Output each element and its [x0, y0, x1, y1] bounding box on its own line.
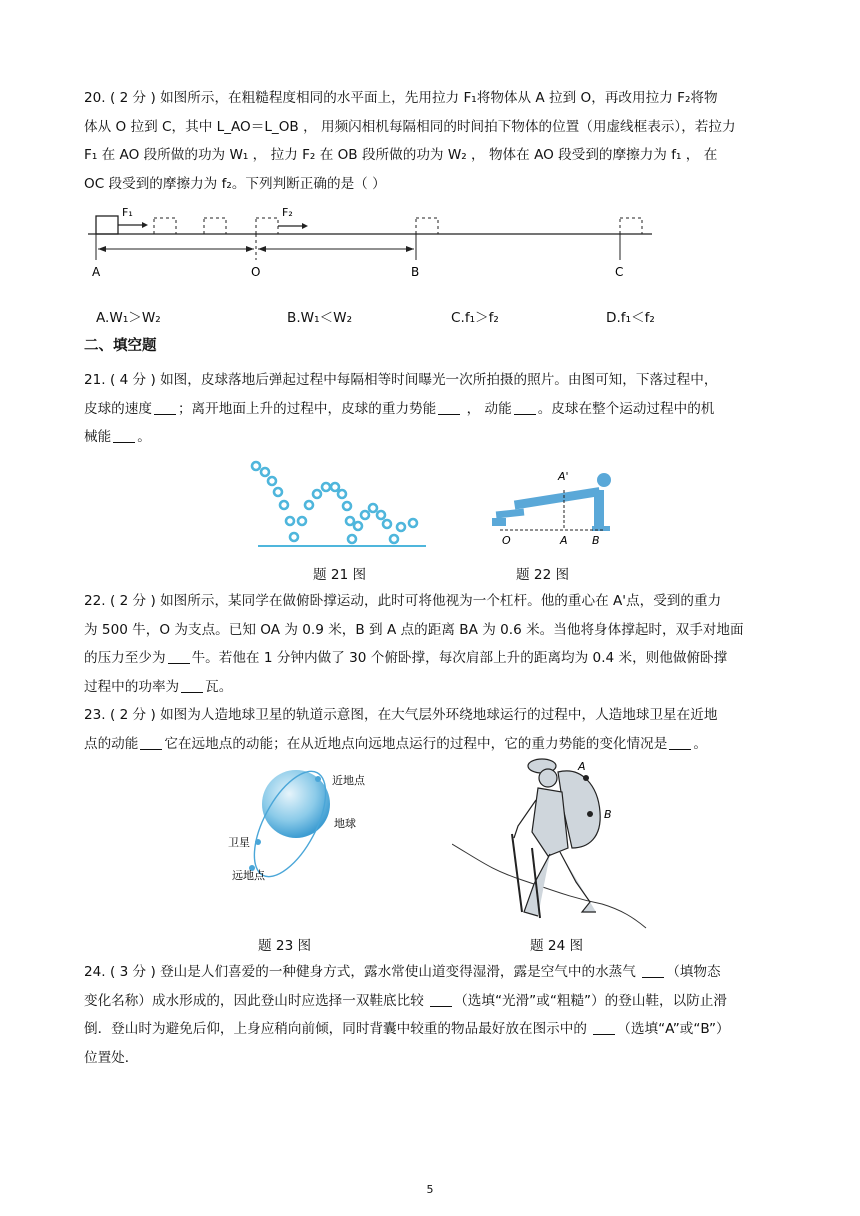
- q24-line3: 倒．登山时为避免后仰，上身应稍向前倾，同时背囊中较重的物品最好放在图示中的 （选填“A”或“B”）: [84, 1021, 730, 1037]
- q20-line2: 体从 O 拉到 C，其中 L_AO＝L_OB ， 用频闪相机每隔相同的时间拍下物体的位置（用虚线框表示），若拉力: [84, 118, 736, 135]
- q24-line2: 变化名称）成水形成的，因此登山时应选择一双鞋底比较 （选填“光滑”或“粗糙”）的登山鞋，以防止滑: [84, 992, 728, 1009]
- blank: [181, 678, 203, 693]
- blank: [514, 400, 536, 415]
- section-heading: 二、填空题: [84, 338, 157, 354]
- q22-figure: [486, 468, 636, 550]
- label-a: A: [578, 760, 586, 773]
- point-b: B: [411, 265, 420, 279]
- blank: [642, 963, 664, 978]
- question-21: [84, 366, 784, 452]
- q24-line1: 24. ( 3 分 ) 登山是人们喜爱的一种健身方式，露水常使山道变得湿滑，露是空气中的水蒸气 （填物态: [84, 964, 721, 980]
- question-24: [84, 958, 784, 1072]
- q21-line3: 械能 。: [84, 429, 151, 445]
- q22-line3: 的压力至少为 牛。若他在 1 分钟内做了 30 个俯卧撑，每次肩部上升的距离均为 0.4 米，则他做俯卧撑: [84, 650, 728, 666]
- q20-line4: OC 段受到的摩擦力为 f₂。下列判断正确的是（ ）: [84, 175, 386, 192]
- q21-figure: [246, 455, 436, 551]
- caption-fig22: 题 22 图: [516, 567, 570, 583]
- option-a: A.W₁＞W₂: [96, 310, 161, 326]
- blank: [593, 1020, 615, 1035]
- caption-fig23: 题 23 图: [258, 938, 312, 954]
- q24-figure: [452, 752, 648, 930]
- page-number: 5: [426, 1183, 434, 1196]
- q20-line1: 20. ( 2 分 ) 如图所示，在粗糙程度相同的水平面上，先用拉力 F₁将物体从 A 拉到 O，再改用拉力 F₂将物: [84, 90, 718, 106]
- label-apogee: 远地点: [232, 869, 265, 882]
- point-a-prime: A': [558, 470, 569, 483]
- caption-fig21: 题 21 图: [313, 567, 367, 583]
- q24-line4: 位置处．: [84, 1049, 139, 1066]
- q20-line3: F₁ 在 AO 段所做的功为 W₁ ， 拉力 F₂ 在 OB 段所做的功为 W₂ ， 物体在 AO 段受到的摩擦力为 f₁ ， 在: [84, 147, 718, 163]
- caption-fig24: 题 24 图: [530, 938, 584, 954]
- point-a: A: [560, 534, 568, 547]
- q23-figure: [224, 758, 384, 884]
- q22-line4: 过程中的功率为 瓦。: [84, 678, 233, 695]
- label-b: B: [604, 808, 612, 821]
- q21-line2: 皮球的速度 ；离开地面上升的过程中，皮球的重力势能 ， 动能 。皮球在整个运动过程中的机: [84, 400, 715, 417]
- label-perigee: 近地点: [332, 774, 365, 787]
- option-d: D.f₁＜f₂: [606, 310, 655, 326]
- blank: [154, 400, 176, 415]
- option-b: B.W₁＜W₂: [287, 310, 353, 326]
- blank: [140, 735, 162, 750]
- label-earth: 地球: [334, 817, 356, 830]
- f2-label: F₂: [282, 206, 293, 219]
- q22-line1: 22. ( 2 分 ) 如图所示，某同学在做俯卧撑运动，此时可将他视为一个杠杆。他的重心在 A'点，受到的重力: [84, 593, 722, 609]
- blank: [438, 400, 460, 415]
- label-satellite: 卫星: [228, 836, 250, 849]
- blank: [430, 992, 452, 1007]
- q21-line1: 21. ( 4 分 ) 如图，皮球落地后弹起过程中每隔相等时间曝光一次所拍摄的照片。由图可知，下落过程中，: [84, 372, 718, 388]
- q23-line2: 点的动能 它在远地点的动能；在从近地点向远地点运行的过程中，它的重力势能的变化情况是 。: [84, 735, 707, 752]
- option-c: C.f₁＞f₂: [451, 310, 499, 326]
- point-c: C: [615, 265, 624, 279]
- q22-line2: 为 500 牛，O 为支点。已知 OA 为 0.9 米，B 到 A 点的距离 BA 为 0.6 米。当他将身体撑起时，双手对地面: [84, 621, 744, 638]
- point-a: A: [92, 265, 101, 279]
- point-o: O: [251, 265, 261, 279]
- q23-line1: 23. ( 2 分 ) 如图为人造地球卫星的轨道示意图，在大气层外环绕地球运行的过程中，人造地球卫星在近地: [84, 707, 718, 723]
- point-b: B: [592, 534, 600, 547]
- question-23: [84, 701, 784, 758]
- point-o: O: [502, 534, 511, 547]
- question-20: [84, 84, 784, 198]
- question-22: [84, 587, 784, 701]
- f1-label: F₁: [122, 206, 133, 219]
- blank: [669, 735, 691, 750]
- q20-figure: [84, 200, 664, 290]
- blank: [168, 649, 190, 664]
- blank: [113, 428, 135, 443]
